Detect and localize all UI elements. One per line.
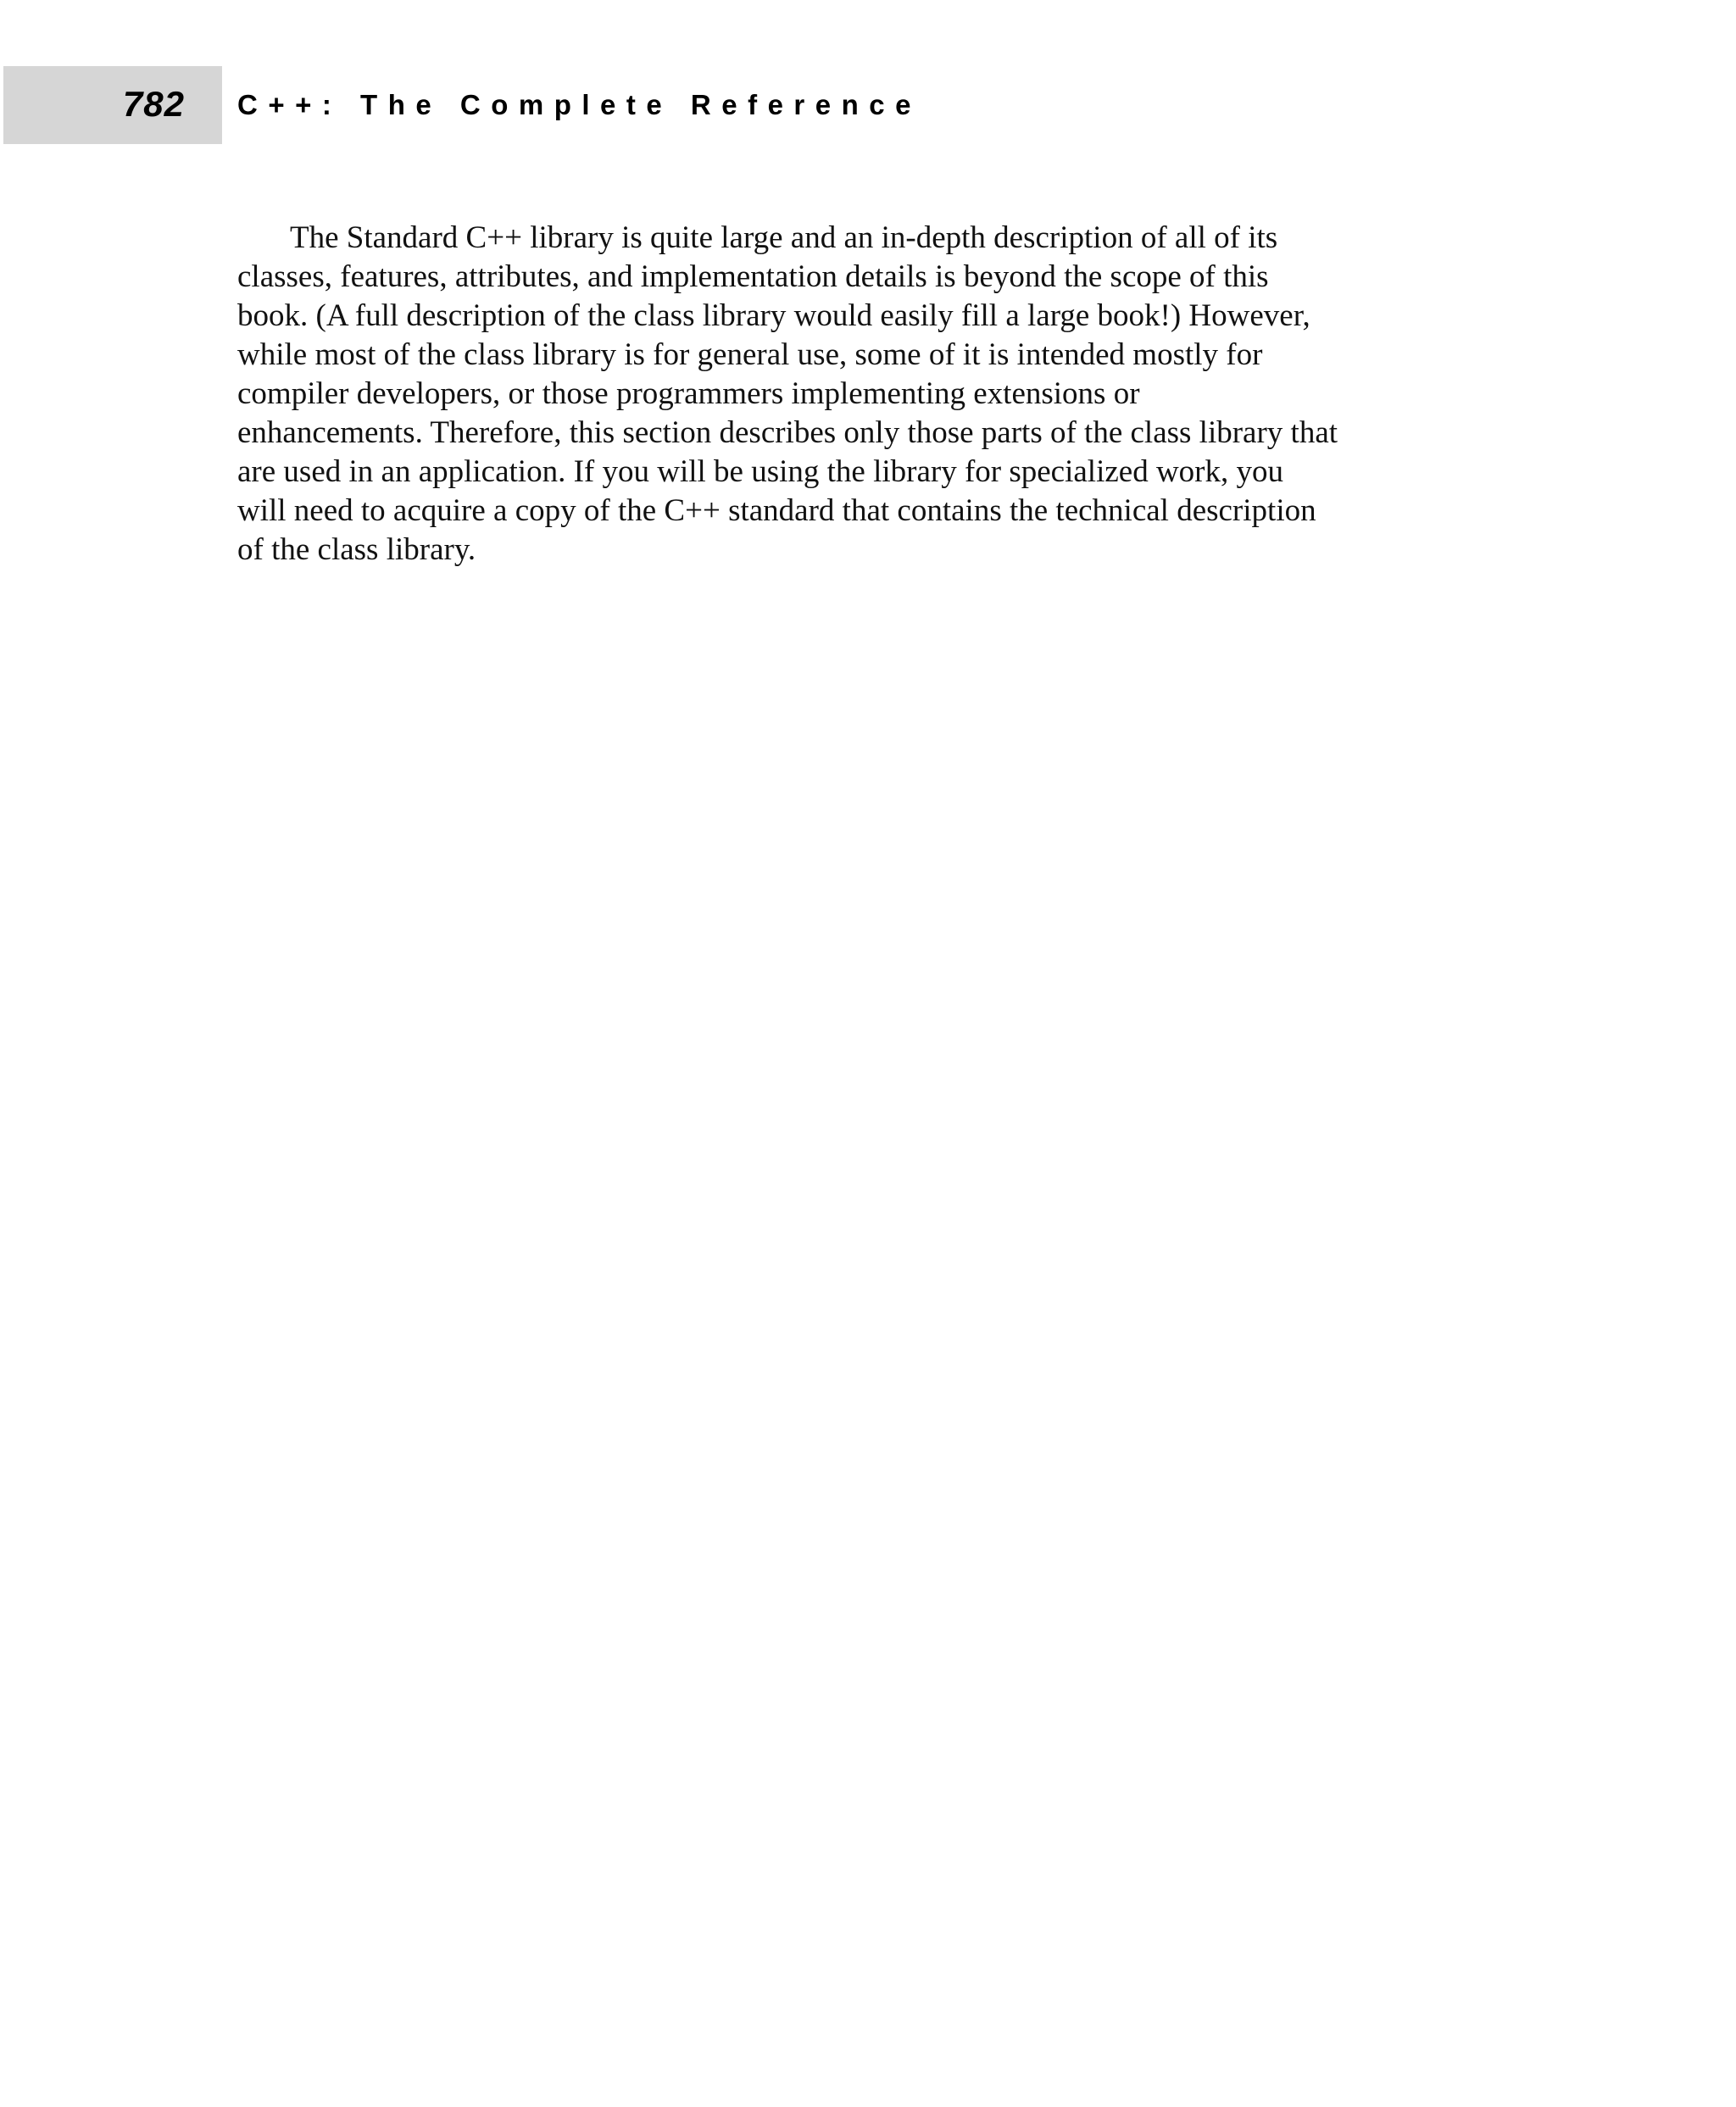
page-number: 782 xyxy=(122,84,185,124)
paragraph-line: will need to acquire a copy of the C++ standard that contains the technical description xyxy=(237,493,1316,528)
paragraph-line: are used in an application. If you will be using the library for specialized work, you xyxy=(237,454,1283,489)
paragraph-line: of the class library. xyxy=(237,532,476,567)
paragraph-line: enhancements. Therefore, this section describes only those parts of the class library that xyxy=(237,415,1338,450)
paragraph-line: while most of the class library is for general use, some of it is intended mostly for xyxy=(237,337,1263,372)
paragraph-line: The Standard C++ library is quite large and an in-depth description of all of its xyxy=(290,220,1278,255)
paragraph-line: book. (A full description of the class library would easily fill a large book!) However, xyxy=(237,298,1310,333)
paragraph-line: compiler developers, or those programmers implementing extensions or xyxy=(237,376,1140,411)
running-head-title: C++: The Complete Reference xyxy=(237,89,921,120)
paragraph-line: classes, features, attributes, and implementation details is beyond the scope of this xyxy=(237,259,1269,294)
page-number-tab xyxy=(3,66,222,144)
body-paragraph xyxy=(237,219,1483,570)
